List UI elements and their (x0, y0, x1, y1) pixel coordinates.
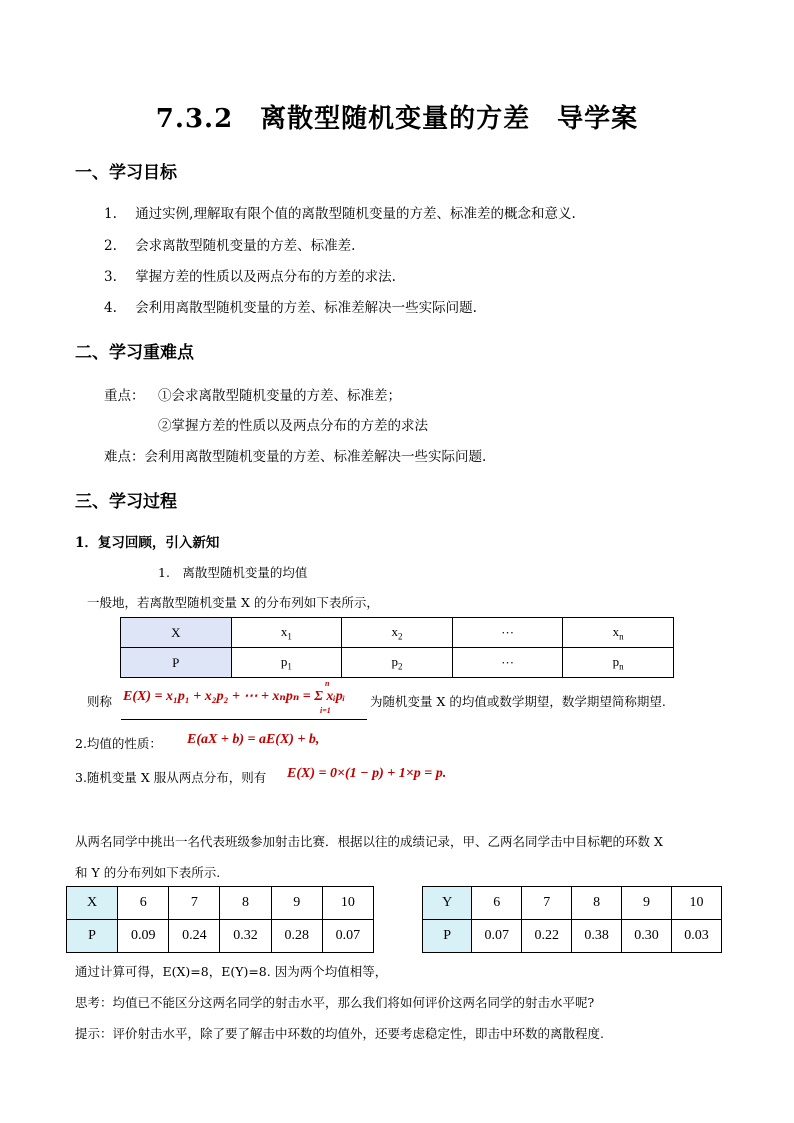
objective-item (104, 296, 477, 316)
table-cell: 10 (672, 887, 722, 920)
distribution-table-x (66, 886, 374, 953)
table-cell: $p_2$ (342, 648, 453, 678)
table-cell: Y (423, 887, 472, 920)
table-cell: $p_1$ (231, 648, 342, 678)
property-label: 2.均值的性质： (75, 736, 162, 751)
table-cell: 10 (322, 887, 373, 920)
table-cell: 8 (220, 887, 271, 920)
table-row (67, 887, 374, 920)
objective-number: 1. (104, 206, 117, 222)
formula-underline (121, 719, 367, 720)
key-point-2: ②掌握方差的性质以及两点分布的方差的求法 (158, 418, 428, 434)
table-cell: ··· (452, 618, 563, 648)
calculation-result: 通过计算可得，E(X)=8，E(Y)=8. 因为两个均值相等， (75, 964, 388, 979)
table-cell: P (67, 920, 118, 953)
table-cell: 0.07 (472, 920, 522, 953)
objective-text: 掌握方差的性质以及两点分布的方差的求法. (135, 269, 396, 285)
table-cell: ··· (452, 648, 563, 678)
section-heading-key-points: 二、学习重难点 (75, 343, 194, 363)
objective-number: 4. (104, 300, 117, 316)
property-formula: E(aX + b) = aE(X) + b, (187, 732, 320, 747)
objective-item (104, 265, 396, 285)
table-row (423, 920, 722, 953)
problem-line-2: 和 Y 的分布列如下表所示. (75, 865, 221, 880)
then-label: 则称 (87, 694, 113, 709)
table-cell: 9 (271, 887, 322, 920)
distribution-intro: 一般地，若离散型随机变量 X 的分布列如下表所示， (87, 595, 379, 610)
table-cell: 6 (118, 887, 169, 920)
table-cell: $x_1$ (231, 618, 342, 648)
table-cell: 9 (622, 887, 672, 920)
section-heading-objectives: 一、学习目标 (75, 163, 177, 183)
key-point-label: 重点： (104, 388, 145, 404)
think-question: 思考：均值已不能区分这两名同学的射击水平，那么我们将如何评价这两名同学的射击水平呢? (75, 995, 595, 1010)
hint-text: 提示：评价射击水平，除了要了解击中环数的均值外，还要考虑稳定性，即击中环数的离散程度. (75, 1026, 604, 1041)
table-cell: $x_n$ (563, 618, 674, 648)
table-cell: 6 (472, 887, 522, 920)
table-row (121, 618, 674, 648)
key-point-1: ①会求离散型随机变量的方差、标准差； (158, 388, 401, 404)
problem-line-1: 从两名同学中挑出一名代表班级参加射击比赛．根据以往的成绩记录，甲、乙两名同学击中目标靶的环数 X (75, 834, 663, 849)
sum-upper-limit: n (325, 679, 330, 688)
table-cell: 0.32 (220, 920, 271, 953)
table-cell: 0.24 (169, 920, 220, 953)
expectation-description: 为随机变量 X 的均值或数学期望，数学期望简称期望. (370, 694, 666, 709)
table-cell: 0.03 (672, 920, 722, 953)
table-cell: 7 (169, 887, 220, 920)
table-cell: 0.09 (118, 920, 169, 953)
general-distribution-table (120, 617, 674, 678)
objective-text: 会利用离散型随机变量的方差、标准差解决一些实际问题. (135, 300, 477, 316)
table-cell: 8 (572, 887, 622, 920)
table-cell: P (121, 648, 232, 678)
section-heading-process: 三、学习过程 (75, 492, 177, 512)
distribution-table-y (422, 886, 722, 953)
expectation-item: 1. 离散型随机变量的均值 (158, 565, 308, 580)
table-cell: 0.22 (522, 920, 572, 953)
table-cell: P (423, 920, 472, 953)
table-cell: X (67, 887, 118, 920)
table-cell: 0.07 (322, 920, 373, 953)
table-cell: 7 (522, 887, 572, 920)
objective-item (104, 202, 576, 222)
two-point-formula: E(X) = 0×(1 − p) + 1×p = p. (287, 766, 447, 781)
difficulty-point: 难点：会利用离散型随机变量的方差、标准差解决一些实际问题. (104, 449, 487, 465)
table-cell: X (121, 618, 232, 648)
objective-number: 2. (104, 238, 117, 254)
objective-item (104, 234, 355, 254)
table-cell: 0.30 (622, 920, 672, 953)
objective-text: 会求离散型随机变量的方差、标准差. (135, 238, 356, 254)
page-title: 7.3.2 离散型随机变量的方差 导学案 (155, 104, 639, 134)
table-row (67, 920, 374, 953)
expectation-formula: E(X) = x₁p₁ + x₂p₂ + ⋯ + xₙpₙ = Σ xᵢpᵢ (123, 689, 346, 704)
two-point-label: 3.随机变量 X 服从两点分布，则有 (75, 770, 267, 785)
objective-number: 3. (104, 269, 117, 285)
table-row (121, 648, 674, 678)
table-cell: 0.38 (572, 920, 622, 953)
table-cell: $p_n$ (563, 648, 674, 678)
subsection-review: 1．复习回顾，引入新知 (75, 535, 220, 551)
sum-lower-limit: i=1 (320, 706, 331, 715)
table-cell: 0.28 (271, 920, 322, 953)
table-cell: $x_2$ (342, 618, 453, 648)
table-row (423, 887, 722, 920)
objective-text: 通过实例,理解取有限个值的离散型随机变量的方差、标准差的概念和意义. (135, 206, 576, 222)
